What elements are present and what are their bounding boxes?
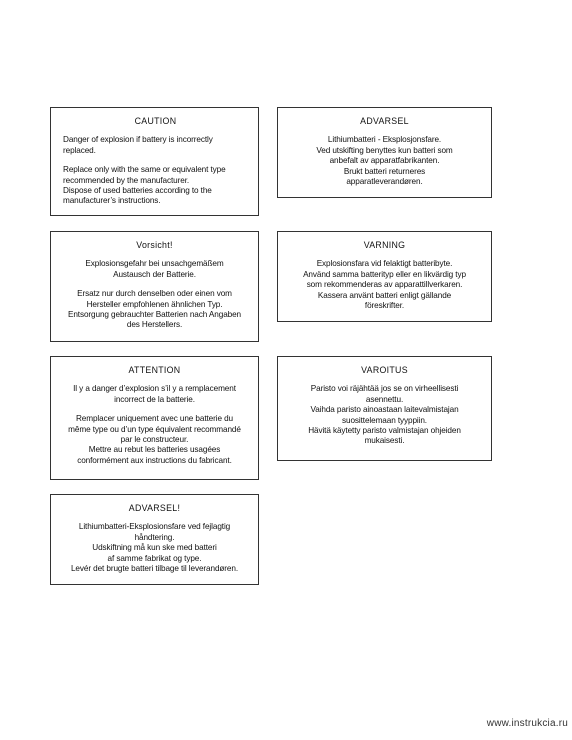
advarsel-danish-title: ADVARSEL! bbox=[128, 503, 181, 513]
watermark-text: www.instrukcia.ru bbox=[486, 718, 568, 729]
vorsicht-text-2: Ersatz nur durch denselben oder einen vom Hersteller empfohlenen ähnlichen Typ. Entsorgung gebrauchter Batterien nach Angaben des Herstellers. bbox=[67, 289, 242, 330]
varoitus-box bbox=[277, 356, 492, 461]
varning-box bbox=[277, 231, 492, 322]
advarsel-danish-box bbox=[50, 494, 259, 585]
caution-text-1: Danger of explosion if battery is incorrectly replaced. bbox=[63, 135, 213, 155]
advarsel-norwegian-box bbox=[277, 107, 492, 198]
varning-text: Explosionsfara vid felaktigt batteribyte. Använd samma batterityp eller en likvärdig typ som rekommenderas av apparattillverkaren. Kassera använt batteri enligt gällande föreskrifter. bbox=[303, 259, 466, 311]
attention-title: ATTENTION bbox=[128, 365, 181, 375]
caution-box bbox=[50, 107, 259, 216]
caution-title: CAUTION bbox=[134, 116, 177, 126]
vorsicht-title: Vorsicht! bbox=[136, 240, 173, 250]
caution-text-2: Replace only with the same or equivalent type recommended by the manufacturer. Dispose of used batteries according to the manufacturer’s instructions. bbox=[63, 165, 226, 206]
varoitus-text: Paristo voi räjähtää jos se on virheellisesti asennettu. Vaihda paristo ainoastaan laitevalmistajan suosittelemaan tyyppiin. Hävitä käytetty paristo valmistajan ohjeiden mukaisesti. bbox=[308, 384, 461, 446]
vorsicht-box bbox=[50, 231, 259, 342]
advarsel-norwegian-text: Lithiumbatteri - Eksplosjonsfare. Ved utskifting benyttes kun batteri som anbefalt av apparatfabrikanten. Brukt batteri returneres apparatleverandøren. bbox=[316, 135, 453, 187]
attention-text-2: Remplacer uniquement avec une batterie du même type ou d’un type équivalent recommandé par le constructeur. Mettre au rebut les batteries usagées conformément aux instructions du fabricant. bbox=[68, 414, 241, 465]
varoitus-title: VAROITUS bbox=[361, 365, 408, 375]
advarsel-danish-text: Lithiumbatteri-Eksplosionsfare ved fejlagtig håndtering. Udskiftning må kun ske med batteri af samme fabrikat og type. Levér det brugte batteri tilbage til leverandøren. bbox=[70, 522, 239, 574]
varning-title: VARNING bbox=[363, 240, 406, 250]
attention-box bbox=[50, 356, 259, 480]
advarsel-norwegian-title: ADVARSEL bbox=[360, 116, 409, 126]
attention-text-1: Il y a danger d’explosion s’il y a remplacement incorrect de la batterie. bbox=[73, 384, 236, 404]
vorsicht-text-1: Explosionsgefahr bei unsachgemäßem Austausch der Batterie. bbox=[85, 259, 224, 279]
